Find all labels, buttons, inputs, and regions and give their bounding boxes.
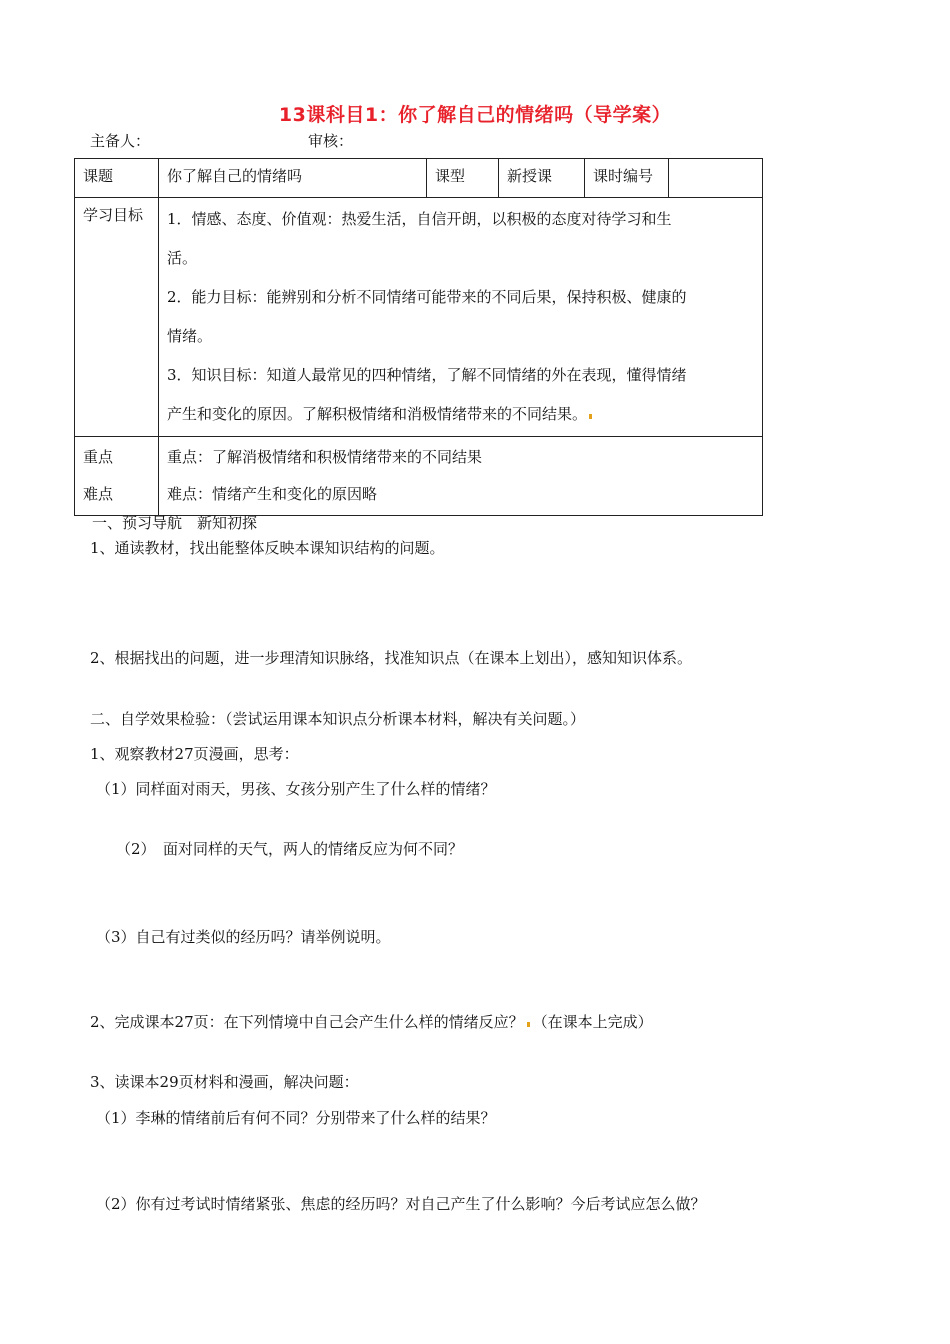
- section2-item-3-sub-2: （2）你有过考试时情绪紧张、焦虑的经历吗？对自己产生了什么影响？今后考试应怎么做？: [96, 1195, 706, 1213]
- section1-question-1: 1、通读教材，找出能整体反映本课知识结构的问题。: [90, 539, 445, 557]
- lesson-info-table: [74, 158, 763, 516]
- author-label: 主备人：: [90, 132, 151, 150]
- section2-item-1: 1、观察教材27页漫画，思考：: [90, 745, 299, 763]
- difficulty-label: 难点: [83, 485, 114, 503]
- topic-value: 你了解自己的情绪吗: [159, 159, 427, 198]
- section2-item-1-sub-3: （3）自己有过类似的经历吗？请举例说明。: [96, 928, 391, 946]
- topic-label: 课题: [75, 159, 159, 198]
- goal-line: 1．情感、态度、价值观：热爱生活，自信开朗，以积极的态度对待学习和生: [167, 210, 672, 228]
- section2-item-3: 3、读课本29页材料和漫画，解决问题：: [90, 1073, 359, 1091]
- section2-heading: 二、自学效果检验：（尝试运用课本知识点分析课本材料，解决有关问题。）: [90, 710, 586, 728]
- goal-line: 3．知识目标：知道人最常见的四种情绪，了解不同情绪的外在表现，懂得情绪: [167, 366, 687, 384]
- goal-line: 2．能力目标：能辨别和分析不同情绪可能带来的不同后果，保持积极、健康的: [167, 288, 687, 306]
- key-difficulty-cell: [159, 437, 763, 516]
- type-label: 课型: [427, 159, 499, 198]
- section1-question-2: 2、根据找出的问题，进一步理清知识脉络，找准知识点（在课本上划出），感知知识体系。: [90, 649, 693, 667]
- goal-line: 产生和变化的原因。了解积极情绪和消极情绪带来的不同结果。: [167, 405, 588, 423]
- review-label: 审核：: [308, 132, 354, 150]
- mark-dot: [589, 414, 592, 419]
- section2-item-3-sub-1: （1）李琳的情绪前后有何不同？分别带来了什么样的结果？: [96, 1109, 496, 1127]
- key-value: 重点：了解消极情绪和积极情绪带来的不同结果: [167, 448, 483, 466]
- key-label: 重点: [83, 448, 114, 466]
- goal-line: 活。: [167, 249, 198, 267]
- table-row: [75, 437, 763, 516]
- section2-item-1-sub-2: （2） 面对同样的天气，两人的情绪反应为何不同？: [116, 840, 464, 858]
- table-row: [75, 159, 763, 198]
- section2-item-2-tail: （在课本上完成）: [532, 1013, 653, 1031]
- section2-item-2-text: 2、完成课本27页：在下列情境中自己会产生什么样的情绪反应？: [90, 1013, 524, 1031]
- goal-line: 情绪。: [167, 327, 213, 345]
- number-label: 课时编号: [585, 159, 669, 198]
- type-value: 新授课: [499, 159, 585, 198]
- section2-item-2: [90, 1011, 653, 1032]
- mark-dot: [527, 1022, 530, 1027]
- goal-line-wrap: [167, 395, 754, 434]
- difficulty-value: 难点：情绪产生和变化的原因略: [167, 485, 378, 503]
- goals-label: 学习目标: [75, 198, 159, 437]
- number-value: [669, 159, 763, 198]
- page-title: 13课科目1：你了解自己的情绪吗（导学案）: [278, 104, 672, 126]
- section2-item-1-sub-1: （1）同样面对雨天，男孩、女孩分别产生了什么样的情绪？: [96, 780, 496, 798]
- key-difficulty-label-cell: [75, 437, 159, 516]
- goals-cell: [159, 198, 763, 437]
- section1-heading: 一、预习导航 新知初探: [92, 514, 258, 532]
- table-row: [75, 198, 763, 437]
